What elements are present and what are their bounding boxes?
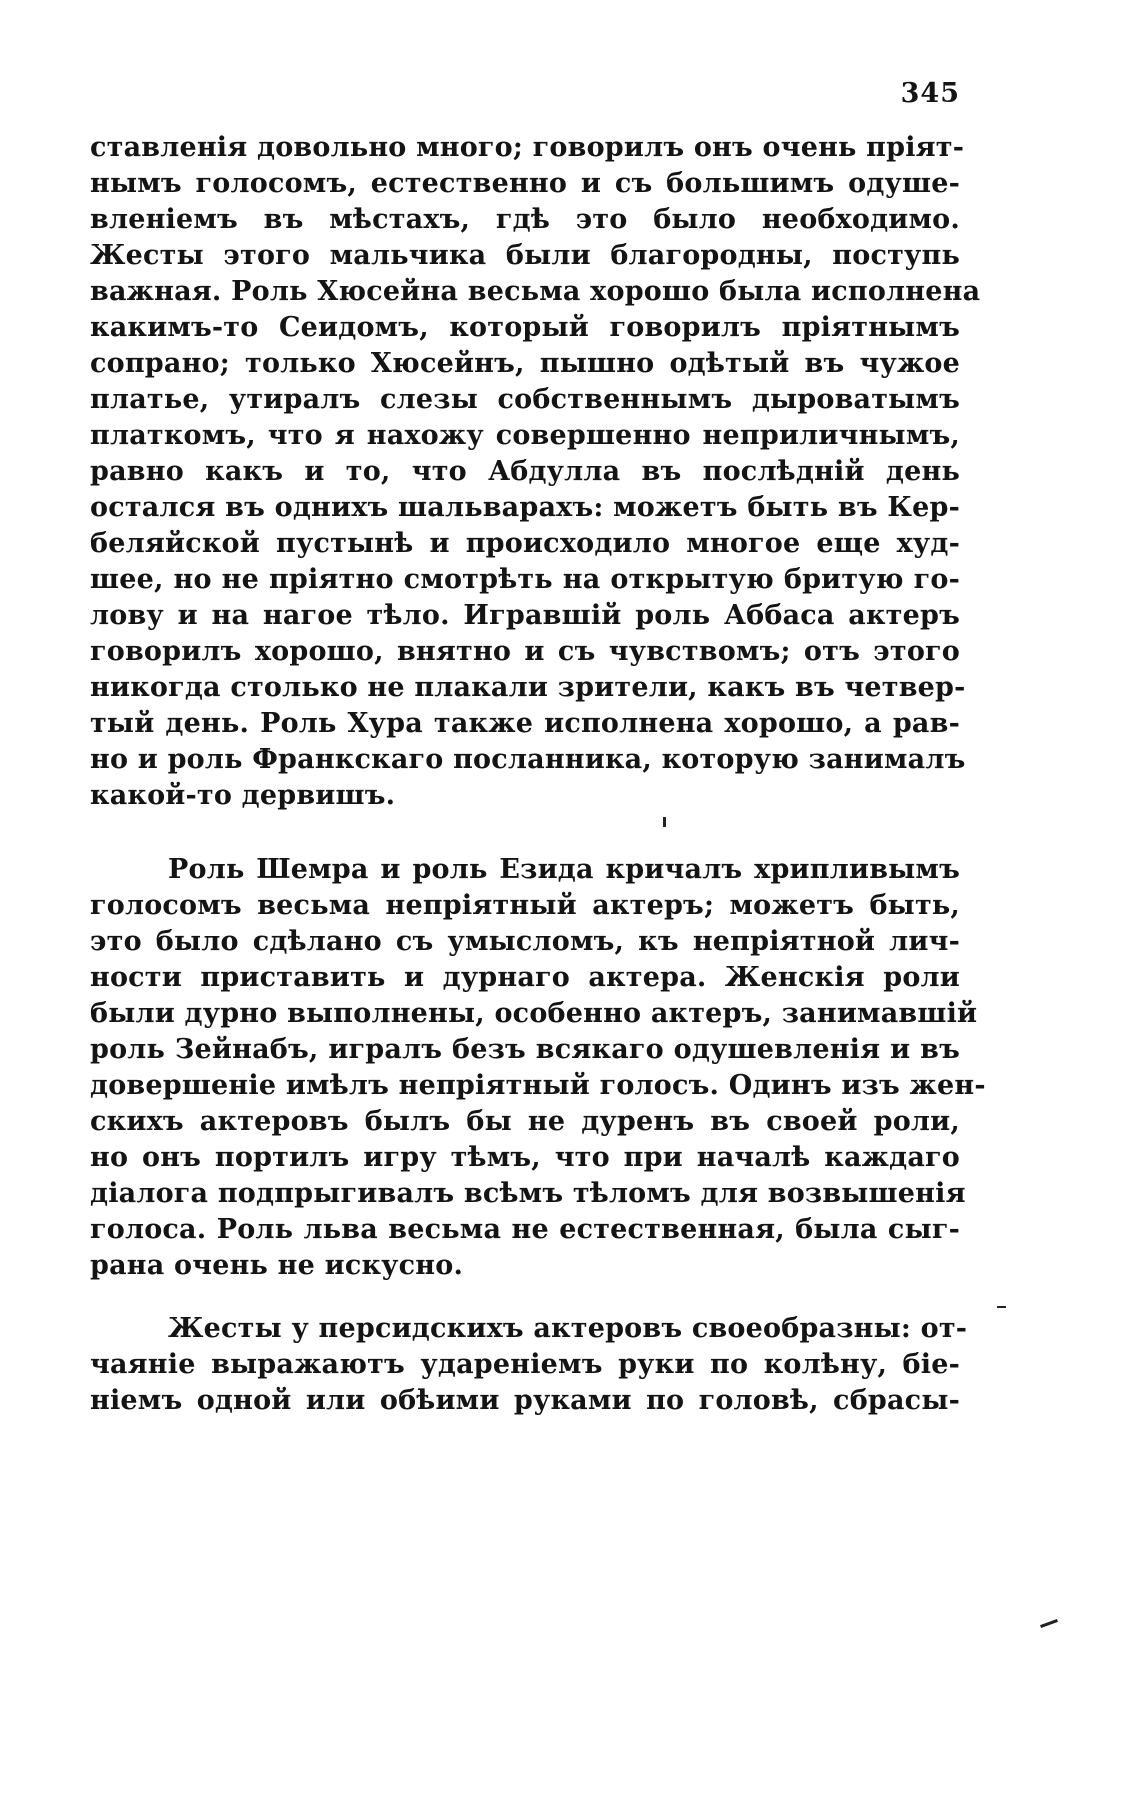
text-line: діалога подпрыгивалъ всѣмъ тѣломъ для возвышенія	[90, 1178, 966, 1209]
text-line: рана очень не искусно.	[90, 1250, 464, 1281]
text-line: шее, но не пріятно смотрѣть на открытую бритую го-	[90, 564, 960, 595]
text-line: какой-то дервишъ.	[90, 780, 396, 811]
text-line: роль Зейнабъ, игралъ безъ всякаго одушевленія и въ	[90, 1034, 960, 1065]
text-line: нымъ голосомъ, естественно и съ большимъ одуше-	[90, 168, 960, 199]
text-line: вленіемъ въ мѣстахъ, гдѣ это было необходимо.	[90, 204, 960, 235]
text-line: беляйской пустынѣ и происходило многое еще худ-	[90, 528, 960, 559]
text-line: были дурно выполнены, особенно актеръ, занимавшій	[90, 998, 978, 1029]
text-line: чаяніе выражаютъ удареніемъ руки по колѣну, біе-	[90, 1349, 960, 1380]
page-number: 345	[900, 78, 960, 109]
text-line: ставленія довольно много; говорилъ онъ очень пріят-	[90, 132, 965, 163]
text-line: никогда столько не плакали зрители, какъ въ четвер-	[90, 672, 966, 703]
paragraph-3	[90, 1311, 968, 1419]
paragraph-2	[90, 852, 986, 1284]
paragraph-1	[90, 130, 981, 814]
text-line-indented: Роль Шемра и роль Езида кричалъ хрипливымъ	[168, 854, 960, 885]
text-line: платкомъ, что я нахожу совершенно неприличнымъ,	[90, 420, 960, 451]
scan-speck	[663, 817, 666, 827]
text-line: это было сдѣлано съ умысломъ, къ непріятной лич-	[90, 926, 960, 957]
text-line: важная. Роль Хюсейна весьма хорошо была исполнена	[90, 276, 981, 307]
text-line: ніемъ одной или обѣими руками по головѣ, сбрасы-	[90, 1385, 960, 1416]
text-line: тый день. Роль Хура также исполнена хорошо, а рав-	[90, 708, 960, 739]
text-line: какимъ-то Сеидомъ, который говорилъ пріятнымъ	[90, 312, 960, 343]
text-line: ности приставить и дурнаго актера. Женскія роли	[90, 962, 960, 993]
text-line: но онъ портилъ игру тѣмъ, что при началѣ каждаго	[90, 1142, 960, 1173]
text-line: голосомъ весьма непріятный актеръ; можетъ быть,	[90, 890, 960, 921]
scan-speck	[1040, 1619, 1058, 1628]
text-line: сопрано; только Хюсейнъ, пышно одѣтый въ чужое	[90, 348, 960, 379]
text-line: Жесты этого мальчика были благородны, поступь	[90, 240, 960, 271]
text-line: равно какъ и то, что Абдулла въ послѣдній день	[90, 456, 960, 487]
text-line: платье, утиралъ слезы собственнымъ дыроватымъ	[90, 384, 960, 415]
text-line: остался въ однихъ шальварахъ: можетъ быть въ Кер-	[90, 492, 960, 523]
text-line: голоса. Роль льва весьма не естественная, была сыг-	[90, 1214, 960, 1245]
text-line: но и роль Франкскаго посланника, которую занималъ	[90, 744, 966, 775]
text-line: довершеніе имѣлъ непріятный голосъ. Одинъ изъ жен-	[90, 1070, 986, 1101]
scan-speck	[997, 1306, 1006, 1308]
text-line: говорилъ хорошо, внятно и съ чувствомъ; отъ этого	[90, 636, 960, 667]
text-line: лову и на нагое тѣло. Игравшій роль Аббаса актеръ	[90, 600, 960, 631]
text-line: скихъ актеровъ былъ бы не дуренъ въ своей роли,	[90, 1106, 960, 1137]
text-line-indented: Жесты у персидскихъ актеровъ своеобразны: от-	[168, 1313, 968, 1344]
